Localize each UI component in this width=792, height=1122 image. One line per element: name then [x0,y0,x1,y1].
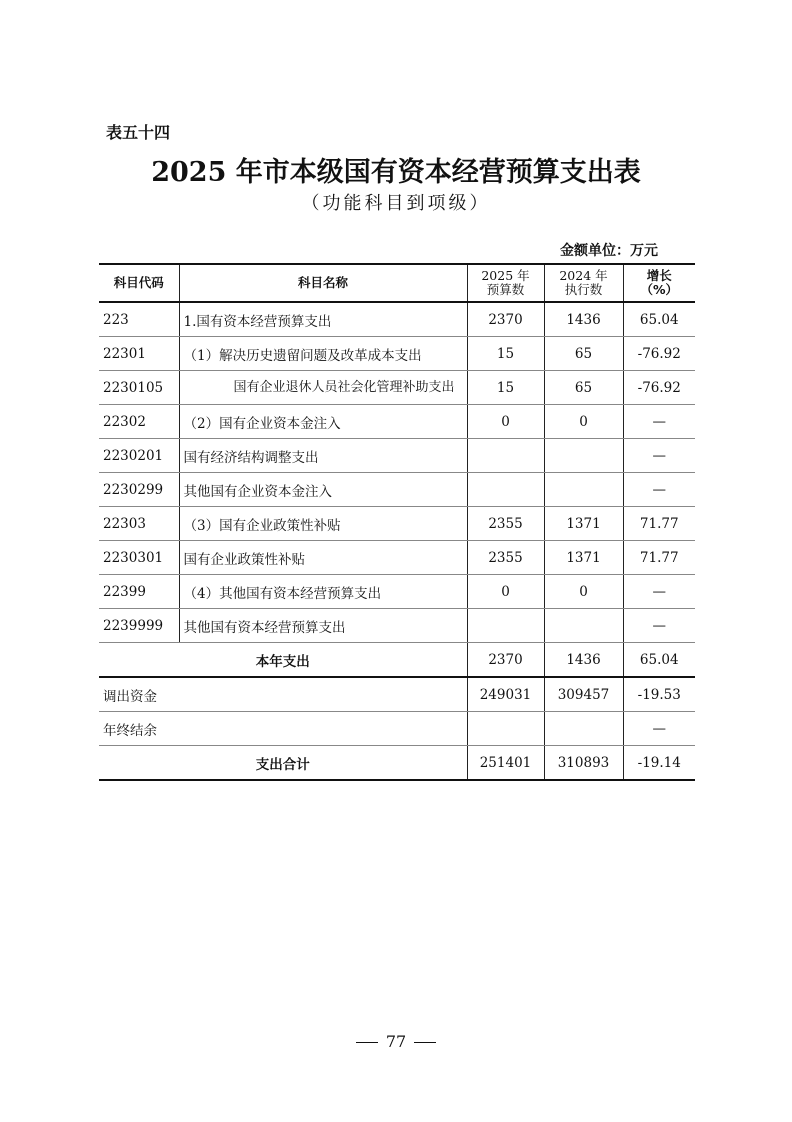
grand-total-label: 支出合计 [99,746,467,781]
header-budget-2025: 2025 年预算数 [467,264,544,302]
row-actual-2024 [544,439,623,473]
row-name: 国有企业退休人员社会化管理补助支出 [179,371,467,405]
row-code: 2230299 [99,473,179,507]
row-name: 1.国有资本经营预算支出 [179,302,467,337]
year-end-balance-growth: — [623,712,695,746]
table-row [99,541,695,575]
table-row [99,371,695,405]
table-row [99,507,695,541]
row-budget-2025: 2355 [467,541,544,575]
page-title: 2025 年市本级国有资本经营预算支出表 [151,157,641,188]
row-code: 22302 [99,405,179,439]
row-actual-2024: 1371 [544,541,623,575]
year-total-growth: 65.04 [623,643,695,678]
header-growth: 增长（%） [623,264,695,302]
row-budget-2025 [467,609,544,643]
row-name: 国有企业政策性补贴 [179,541,467,575]
row-name: （4）其他国有资本经营预算支出 [179,575,467,609]
year-total-row [99,643,695,678]
row-growth: -76.92 [623,371,695,405]
row-budget-2025: 15 [467,371,544,405]
table-row [99,473,695,507]
row-name: （2）国有企业资本金注入 [179,405,467,439]
table-row [99,405,695,439]
header-actual-2024: 2024 年执行数 [544,264,623,302]
row-budget-2025: 0 [467,575,544,609]
table-row [99,575,695,609]
transfer-out-row [99,677,695,712]
row-name: 其他国有资本经营预算支出 [179,609,467,643]
row-budget-2025: 2355 [467,507,544,541]
row-code: 2230105 [99,371,179,405]
page-number-value: 77 [385,1032,407,1051]
grand-total-row [99,746,695,781]
unit-label: 金额单位：万元 [560,243,658,259]
table-row [99,302,695,337]
row-budget-2025: 0 [467,405,544,439]
transfer-out-actual-2024: 309457 [544,677,623,712]
row-growth: 71.77 [623,541,695,575]
page-number-dash-right [414,1042,436,1043]
row-growth: — [623,405,695,439]
table-row [99,609,695,643]
year-total-label: 本年支出 [99,643,467,678]
page-number [0,1032,792,1051]
year-total-actual-2024: 1436 [544,643,623,678]
transfer-out-label: 调出资金 [99,677,467,712]
year-end-balance-budget-2025 [467,712,544,746]
table-row [99,337,695,371]
table-header-row [99,264,695,302]
row-actual-2024: 65 [544,371,623,405]
table-row [99,439,695,473]
row-name: 其他国有企业资本金注入 [179,473,467,507]
row-actual-2024: 0 [544,405,623,439]
transfer-out-budget-2025: 249031 [467,677,544,712]
header-code: 科目代码 [99,264,179,302]
row-name: （1）解决历史遗留问题及改革成本支出 [179,337,467,371]
row-name: （3）国有企业政策性补贴 [179,507,467,541]
page-number-dash-left [356,1042,378,1043]
row-growth: -76.92 [623,337,695,371]
grand-total-budget-2025: 251401 [467,746,544,781]
row-budget-2025 [467,439,544,473]
row-growth: — [623,609,695,643]
grand-total-growth: -19.14 [623,746,695,781]
row-budget-2025: 15 [467,337,544,371]
row-budget-2025: 2370 [467,302,544,337]
row-growth: — [623,575,695,609]
row-actual-2024: 65 [544,337,623,371]
row-actual-2024: 1436 [544,302,623,337]
year-end-balance-row [99,712,695,746]
row-code: 223 [99,302,179,337]
row-code: 2230201 [99,439,179,473]
row-code: 2230301 [99,541,179,575]
row-growth: — [623,473,695,507]
header-name: 科目名称 [179,264,467,302]
table-number-label: 表五十四 [106,123,171,142]
row-code: 22399 [99,575,179,609]
row-name: 国有经济结构调整支出 [179,439,467,473]
row-actual-2024: 1371 [544,507,623,541]
row-budget-2025 [467,473,544,507]
row-code: 2239999 [99,609,179,643]
year-end-balance-label: 年终结余 [99,712,467,746]
budget-table [99,263,695,781]
grand-total-actual-2024: 310893 [544,746,623,781]
year-total-budget-2025: 2370 [467,643,544,678]
transfer-out-growth: -19.53 [623,677,695,712]
row-growth: — [623,439,695,473]
row-code: 22301 [99,337,179,371]
row-actual-2024: 0 [544,575,623,609]
row-actual-2024 [544,473,623,507]
row-code: 22303 [99,507,179,541]
row-growth: 71.77 [623,507,695,541]
row-growth: 65.04 [623,302,695,337]
row-actual-2024 [544,609,623,643]
page-subtitle: （功能科目到项级） [301,193,491,214]
year-end-balance-actual-2024 [544,712,623,746]
